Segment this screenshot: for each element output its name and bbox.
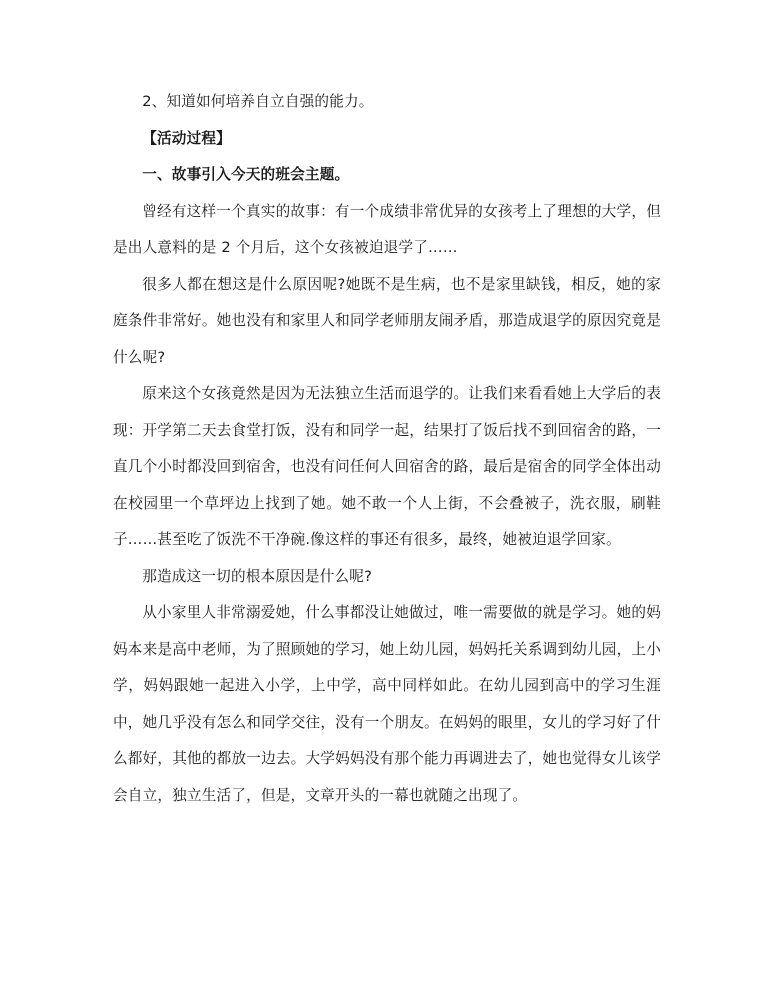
section-heading-story-intro: 一、故事引入今天的班会主题。 <box>142 166 350 183</box>
story-paragraph-3: 原来这个女孩竟然是因为无法独立生活而退学的。让我们来看看她上大学后的表现：开学第二天去食堂打饭，没有和同学一起，结果打了饭后找不到回宿舍的路，一直几个小时都没回到宿舍，也没有问任何人回宿舍的路，最后是宿舍的同学全体出动在校园里一个草坪边上找到了她。她不敢一个人上街，不会叠被子，洗衣服，刷鞋子……甚至吃了饭洗不干净碗.像这样的事还有很多，最终，她被迫退学回家。 <box>113 385 661 548</box>
objective-paragraph: 2、知道如何培养自立自强的能力。 <box>142 93 374 110</box>
section-heading-activity-process: 【活动过程】 <box>142 129 231 147</box>
story-paragraph-4: 那造成这一切的根本原因是什么呢? <box>142 567 373 585</box>
story-paragraph-1: 曾经有这样一个真实的故事：有一个成绩非常优异的女孩考上了理想的大学，但是出人意料的是 2 个月后，这个女孩被迫退学了…… <box>113 202 661 256</box>
document-body <box>113 84 661 814</box>
story-paragraph-5: 从小家里人非常溺爱她，什么事都没让她做过，唯一需要做的就是学习。她的妈妈本来是高中老师，为了照顾她的学习，她上幼儿园，妈妈托关系调到幼儿园，上小学，妈妈跟她一起进入小学，上中学，高中同样如此。在幼儿园到高中的学习生涯中，她几乎没有怎么和同学交往，没有一个朋友。在妈妈的眼里，女儿的学习好了什么都好，其他的都放一边去。大学妈妈没有那个能力再调进去了，她也觉得女儿该学会自立，独立生活了，但是，文章开头的一幕也就随之出现了。 <box>113 604 661 804</box>
story-paragraph-2: 很多人都在想这是什么原因呢?她既不是生病，也不是家里缺钱，相反，她的家庭条件非常好。她也没有和家里人和同学老师朋友闹矛盾，那造成退学的原因究竟是什么呢? <box>113 275 661 366</box>
